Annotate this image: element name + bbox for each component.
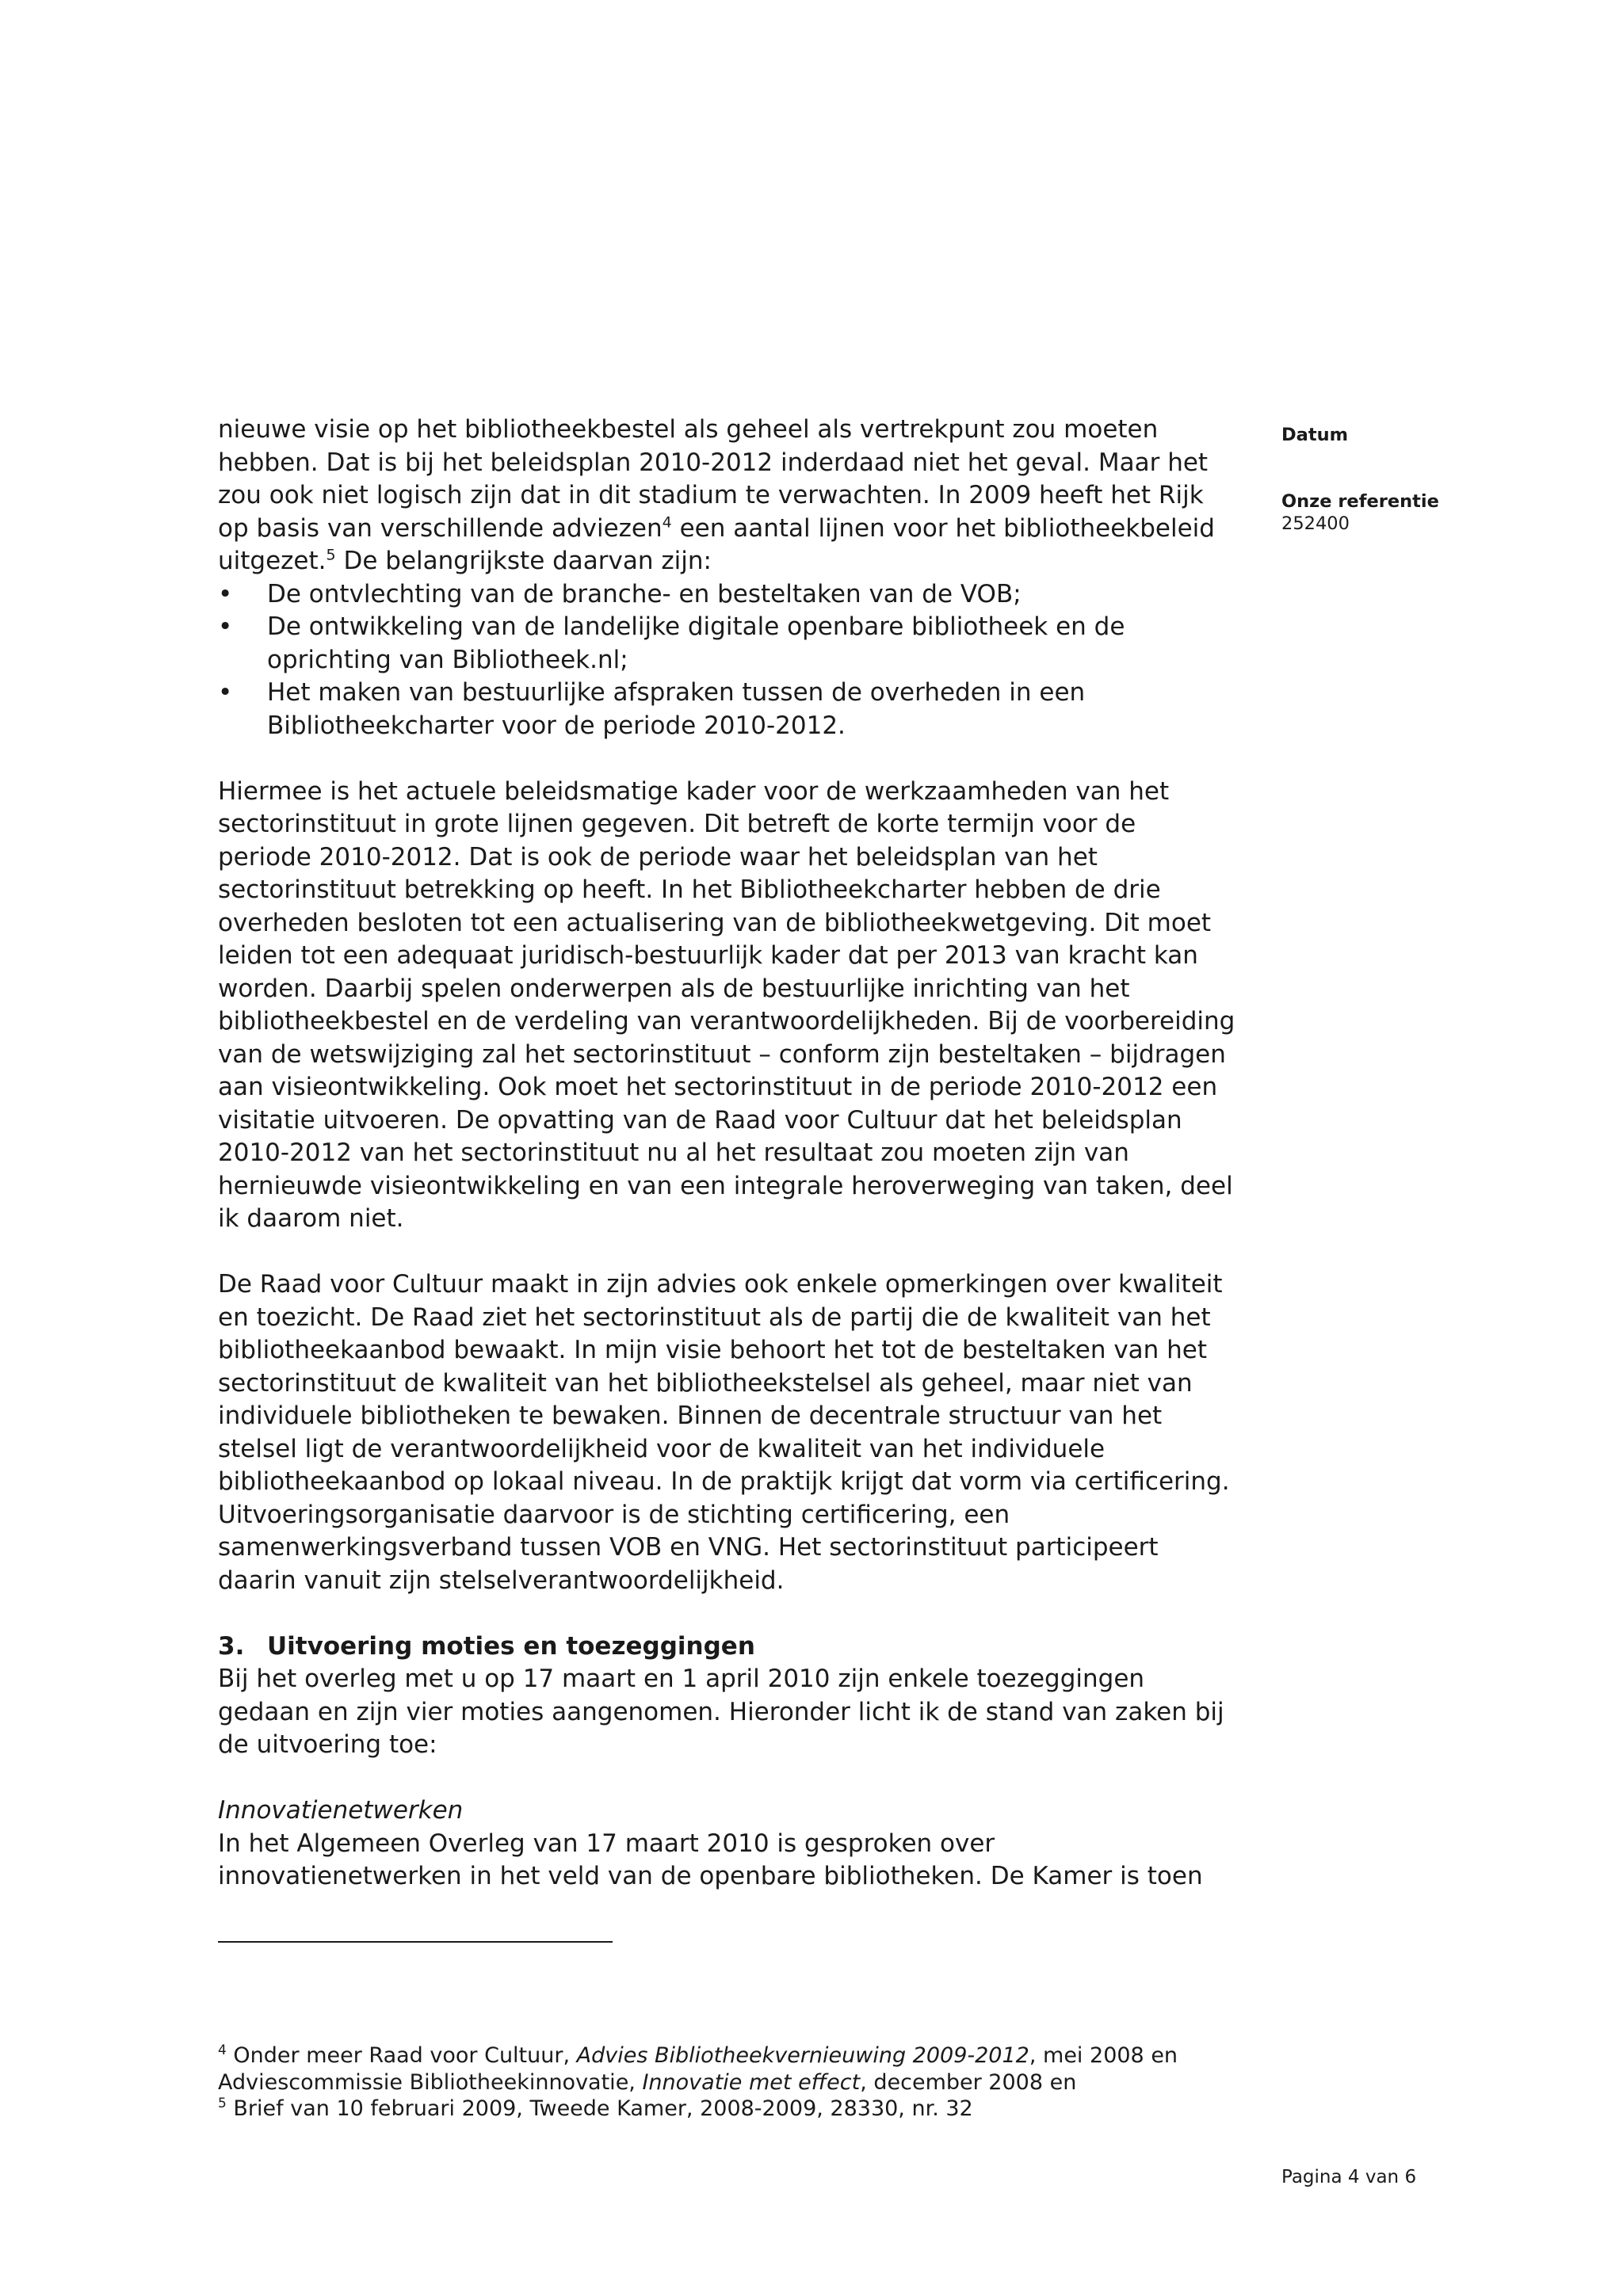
intro-line-5 bbox=[218, 545, 1264, 578]
footnote-text: , mei 2008 en bbox=[1029, 2043, 1178, 2068]
intro-line-4-text-b: een aantal lijnen voor het bibliotheekbeleid bbox=[671, 513, 1215, 543]
section-number: 3. bbox=[218, 1631, 245, 1661]
footnote-5 bbox=[218, 2096, 1264, 2122]
text-line: overheden besloten tot een actualisering van de bibliotheekwetgeving. Dit moet bbox=[218, 908, 1212, 937]
section-title: Uitvoering moties en toezeggingen bbox=[267, 1631, 755, 1661]
footnote-text: Adviescommissie Bibliotheekinnovatie, bbox=[218, 2069, 643, 2095]
intro-line-3: zou ook niet logisch zijn dat in dit stadium te verwachten. In 2009 heeft het Rijk bbox=[218, 481, 1204, 509]
intro-line-5-text-b: De belangrijkste daarvan zijn: bbox=[335, 547, 712, 575]
footnote-ref-4: 4 bbox=[662, 513, 672, 532]
text-line: In het Algemeen Overleg van 17 maart 2010 is gesproken over bbox=[218, 1829, 995, 1858]
intro-line-2: hebben. Dat is bij het beleidsplan 2010-2012 inderdaad niet het geval. Maar het bbox=[218, 448, 1209, 477]
text-line: bibliotheekbestel en de verdeling van verantwoordelijkheden. Bij de voorbereiding bbox=[218, 1007, 1235, 1035]
footnote-text: , december 2008 en bbox=[860, 2069, 1077, 2095]
footnote-ref-5: 5 bbox=[326, 546, 336, 564]
footnote-4 bbox=[218, 2042, 1264, 2069]
main-text bbox=[218, 414, 1264, 1894]
paragraph-kwaliteit bbox=[218, 1268, 1264, 1597]
text-line: stelsel ligt de verantwoordelijkheid voor de kwaliteit van het individuele bbox=[218, 1434, 1106, 1463]
text-line: individuele bibliotheken te bewaken. Binnen de decentrale structuur van het bbox=[218, 1402, 1163, 1430]
datum-label: Datum bbox=[1281, 425, 1349, 445]
reference-sidebar bbox=[1281, 424, 1519, 535]
text-line: sectorinstituut betrekking op heeft. In het Bibliotheekcharter hebben de drie bbox=[218, 875, 1161, 904]
text-line: Bij het overleg met u op 17 maart en 1 april 2010 zijn enkele toezeggingen bbox=[218, 1665, 1145, 1693]
footnote-text: Brief van 10 februari 2009, Tweede Kamer, 2008-2009, 28330, nr. 32 bbox=[226, 2096, 973, 2121]
paragraph-beleidskader bbox=[218, 776, 1264, 1236]
text-line: ik daarom niet. bbox=[218, 1204, 404, 1233]
text-line: gedaan en zijn vier moties aangenomen. Hieronder licht ik de stand van zaken bij bbox=[218, 1697, 1224, 1726]
text-line: van de wetswijziging zal het sectorinstituut – conform zijn besteltaken – bijdragen bbox=[218, 1039, 1226, 1069]
text-line: innovatienetwerken in het veld van de openbare bibliotheken. De Kamer is toen bbox=[218, 1862, 1203, 1890]
footnote-title: Advies Bibliotheekvernieuwing 2009-2012 bbox=[576, 2043, 1029, 2068]
text-line: de uitvoering toe: bbox=[218, 1730, 437, 1759]
text-line: periode 2010-2012. Dat is ook de periode waar het beleidsplan van het bbox=[218, 842, 1098, 871]
footnote-divider bbox=[218, 1941, 613, 1943]
intro-line-5-text-a: uitgezet. bbox=[218, 547, 327, 575]
bullet-item: • Het maken van bestuurlijke afspraken tussen de overheden in een Bibliotheekcharter voor de periode 2010-2012. bbox=[218, 677, 1178, 742]
text-line: aan visieontwikkeling. Ook moet het sectorinstituut in de periode 2010-2012 een bbox=[218, 1073, 1218, 1101]
text-line: De Raad voor Cultuur maakt in zijn advies ook enkele opmerkingen over kwaliteit bbox=[218, 1270, 1223, 1299]
bullet-item: • De ontwikkeling van de landelijke digitale openbare bibliotheek en de oprichting van Bibliotheek.nl; bbox=[218, 611, 1178, 677]
intro-line-4 bbox=[218, 513, 1264, 546]
subheading: Innovatienetwerken bbox=[218, 1796, 464, 1825]
footnote-title: Innovatie met effect bbox=[642, 2069, 861, 2095]
footnote-number: 5 bbox=[218, 2096, 227, 2111]
text-line: bibliotheekaanbod op lokaal niveau. In de praktijk krijgt dat vorm via certificering. bbox=[218, 1467, 1230, 1496]
intro-line-4-text-a: op basis van verschillende adviezen bbox=[218, 513, 663, 543]
bullet-item: • De ontvlechting van de branche- en besteltaken van de VOB; bbox=[218, 578, 1264, 612]
section-heading bbox=[218, 1630, 1264, 1664]
text-line: sectorinstituut de kwaliteit van het bibliotheekstelsel als geheel, maar niet van bbox=[218, 1368, 1193, 1398]
footnote-number: 4 bbox=[218, 2042, 227, 2058]
text-line: en toezicht. De Raad ziet het sectorinstituut als de partij die de kwaliteit van het bbox=[218, 1302, 1211, 1332]
text-line: daarin vanuit zijn stelselverantwoordelijkheid. bbox=[218, 1566, 785, 1595]
reference-value: 252400 bbox=[1281, 513, 1350, 534]
text-line: visitatie uitvoeren. De opvatting van de Raad voor Cultuur dat het beleidsplan bbox=[218, 1105, 1182, 1135]
footnotes bbox=[218, 2042, 1264, 2122]
text-line: Uitvoeringsorganisatie daarvoor is de stichting certificering, een bbox=[218, 1500, 1010, 1529]
text-line: worden. Daarbij spelen onderwerpen als de bestuurlijke inrichting van het bbox=[218, 974, 1130, 1003]
footnote-text: Onder meer Raad voor Cultuur, bbox=[226, 2043, 577, 2068]
bullet-list bbox=[218, 578, 1264, 743]
text-line: 2010-2012 van het sectorinstituut nu al het resultaat zou moeten zijn van bbox=[218, 1138, 1129, 1167]
footnote-4-continued bbox=[218, 2069, 1264, 2096]
text-line: bibliotheekaanbod bewaakt. In mijn visie behoort het tot de besteltaken van het bbox=[218, 1336, 1208, 1364]
text-line: hernieuwde visieontwikkeling en van een integrale heroverweging van taken, deel bbox=[218, 1171, 1233, 1200]
intro-line-1: nieuwe visie op het bibliotheekbestel als geheel als vertrekpunt zou moeten bbox=[218, 415, 1159, 444]
text-line: Hiermee is het actuele beleidsmatige kader voor de werkzaamheden van het bbox=[218, 776, 1170, 806]
text-line: sectorinstituut in grote lijnen gegeven. Dit betreft de korte termijn voor de bbox=[218, 810, 1136, 838]
reference-label: Onze referentie bbox=[1281, 491, 1439, 512]
text-line: leiden tot een adequaat juridisch-bestuurlijk kader dat per 2013 van kracht kan bbox=[218, 941, 1198, 970]
page-number: Pagina 4 van 6 bbox=[1281, 2167, 1417, 2187]
text-line: samenwerkingsverband tussen VOB en VNG. Het sectorinstituut participeert bbox=[218, 1533, 1159, 1562]
